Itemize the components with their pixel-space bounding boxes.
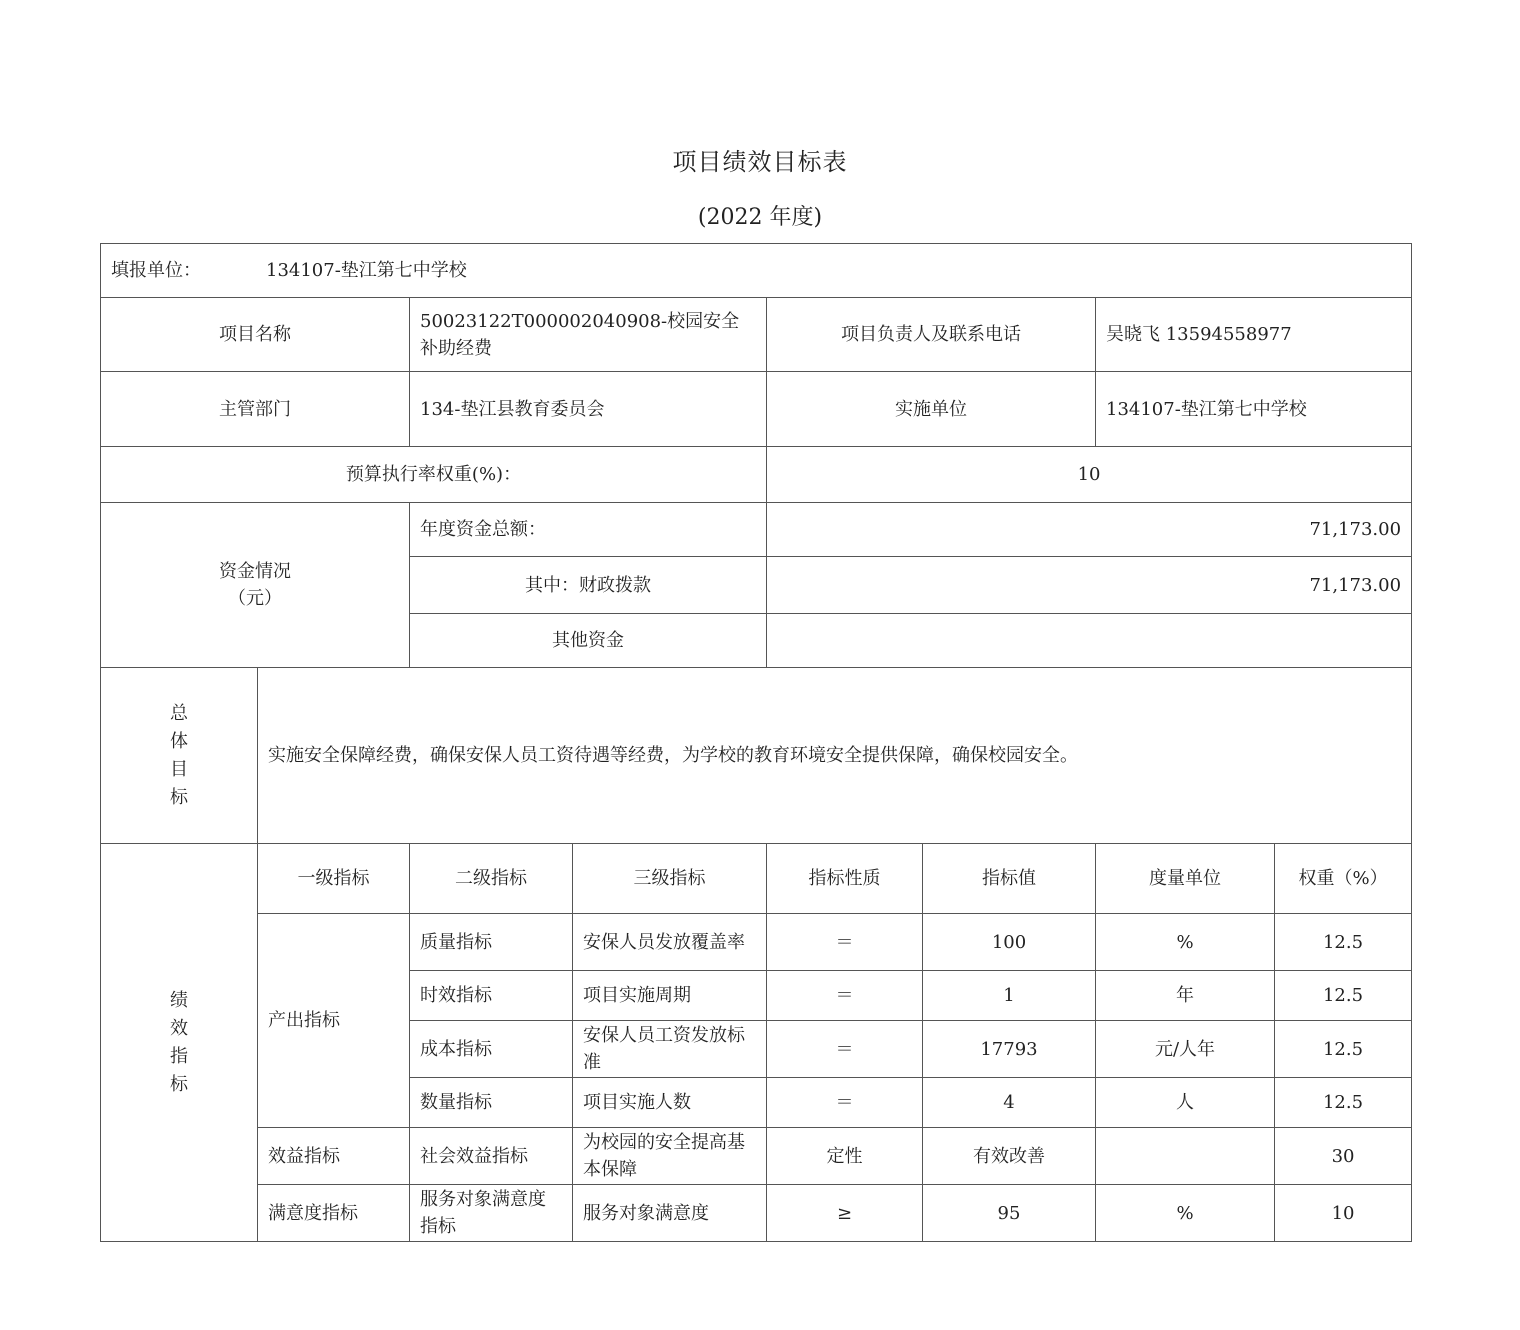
cell-level3: 安保人员发放覆盖率	[573, 914, 767, 971]
cell-value: 17793	[923, 1021, 1096, 1078]
header-level3: 三级指标	[573, 844, 767, 914]
table-row	[101, 914, 1412, 971]
cell-unit: 元/人年	[1096, 1021, 1275, 1078]
cell-nature: ＝	[767, 914, 923, 971]
reporting-unit-row	[101, 244, 1412, 298]
cell-unit: 年	[1096, 971, 1275, 1021]
funds-total-row	[101, 503, 1412, 557]
header-nature: 指标性质	[767, 844, 923, 914]
cell-level3: 为校园的安全提高基本保障	[573, 1128, 767, 1185]
funds-fiscal-label: 其中：财政拨款	[410, 557, 767, 614]
funds-fiscal-value: 71,173.00	[767, 557, 1412, 614]
cell-unit	[1096, 1128, 1275, 1185]
overall-goal-char: 总	[170, 702, 188, 724]
cell-weight: 12.5	[1275, 1021, 1412, 1078]
cell-nature: ＝	[767, 971, 923, 1021]
overall-goal-char: 标	[170, 786, 188, 808]
indicators-char: 指	[170, 1045, 188, 1067]
group-satisfaction: 满意度指标	[258, 1185, 410, 1242]
cell-nature: ＝	[767, 1021, 923, 1078]
budget-weight-label: 预算执行率权重(%)：	[101, 447, 767, 503]
overall-goal-label-cell	[101, 668, 258, 844]
project-owner-label: 项目负责人及联系电话	[767, 298, 1096, 372]
project-name-value: 50023122T000002040908-校园安全补助经费	[410, 298, 767, 372]
cell-level2: 服务对象满意度指标	[410, 1185, 573, 1242]
cell-unit: %	[1096, 1185, 1275, 1242]
cell-weight: 12.5	[1275, 914, 1412, 971]
cell-level3: 安保人员工资发放标准	[573, 1021, 767, 1078]
indicators-char: 效	[170, 1017, 188, 1039]
indicators-label	[169, 987, 189, 1099]
budget-weight-row	[101, 447, 1412, 503]
implementing-unit-label: 实施单位	[767, 372, 1096, 447]
header-level1: 一级指标	[258, 844, 410, 914]
cell-level2: 社会效益指标	[410, 1128, 573, 1185]
page-subtitle: (2022 年度)	[697, 205, 823, 230]
cell-nature: ≥	[767, 1185, 923, 1242]
cell-value: 4	[923, 1078, 1096, 1128]
cell-level2: 时效指标	[410, 971, 573, 1021]
funds-other-value	[767, 614, 1412, 668]
funds-total-value: 71,173.00	[767, 503, 1412, 557]
overall-goal-text: 实施安全保障经费，确保安保人员工资待遇等经费，为学校的教育环境安全提供保障，确保校园安全。	[258, 668, 1412, 844]
funds-label-cell	[101, 503, 410, 668]
cell-weight: 12.5	[1275, 971, 1412, 1021]
funds-label: 资金情况	[219, 561, 291, 582]
cell-nature: ＝	[767, 1078, 923, 1128]
performance-target-table	[100, 243, 1412, 1242]
cell-unit: %	[1096, 914, 1275, 971]
reporting-unit-label: 填报单位：	[111, 260, 201, 281]
table-row	[101, 1185, 1412, 1242]
cell-nature: 定性	[767, 1128, 923, 1185]
header-level2: 二级指标	[410, 844, 573, 914]
group-benefit: 效益指标	[258, 1128, 410, 1185]
cell-level3: 项目实施周期	[573, 971, 767, 1021]
group-output: 产出指标	[258, 914, 410, 1128]
overall-goal-label	[169, 700, 189, 812]
project-name-row	[101, 298, 1412, 372]
cell-level2: 成本指标	[410, 1021, 573, 1078]
indicators-char: 绩	[170, 989, 188, 1011]
header-unit: 度量单位	[1096, 844, 1275, 914]
funds-other-label: 其他资金	[410, 614, 767, 668]
cell-unit: 人	[1096, 1078, 1275, 1128]
cell-value: 95	[923, 1185, 1096, 1242]
department-value: 134-垫江县教育委员会	[410, 372, 767, 447]
overall-goal-char: 目	[170, 758, 188, 780]
cell-weight: 30	[1275, 1128, 1412, 1185]
funds-total-label: 年度资金总额：	[410, 503, 767, 557]
department-label: 主管部门	[101, 372, 410, 447]
reporting-unit-cell	[101, 244, 1412, 298]
indicators-char: 标	[170, 1073, 188, 1095]
cell-value: 1	[923, 971, 1096, 1021]
cell-level3: 项目实施人数	[573, 1078, 767, 1128]
implementing-unit-value: 134107-垫江第七中学校	[1096, 372, 1412, 447]
project-owner-value: 吴晓飞 13594558977	[1096, 298, 1412, 372]
cell-level2: 数量指标	[410, 1078, 573, 1128]
cell-level3: 服务对象满意度	[573, 1185, 767, 1242]
cell-weight: 10	[1275, 1185, 1412, 1242]
indicator-header-row	[101, 844, 1412, 914]
department-row	[101, 372, 1412, 447]
table-row	[101, 1128, 1412, 1185]
reporting-unit-value: 134107-垫江第七中学校	[266, 260, 467, 281]
cell-value: 有效改善	[923, 1128, 1096, 1185]
header-weight: 权重（%）	[1275, 844, 1412, 914]
indicators-label-cell	[101, 844, 258, 1242]
cell-weight: 12.5	[1275, 1078, 1412, 1128]
header-value: 指标值	[923, 844, 1096, 914]
overall-goal-row	[101, 668, 1412, 844]
budget-weight-value: 10	[767, 447, 1412, 503]
overall-goal-char: 体	[170, 730, 188, 752]
cell-value: 100	[923, 914, 1096, 971]
page-title: 项目绩效目标表	[672, 148, 848, 176]
project-name-label: 项目名称	[101, 298, 410, 372]
funds-unit: （元）	[228, 588, 282, 609]
cell-level2: 质量指标	[410, 914, 573, 971]
